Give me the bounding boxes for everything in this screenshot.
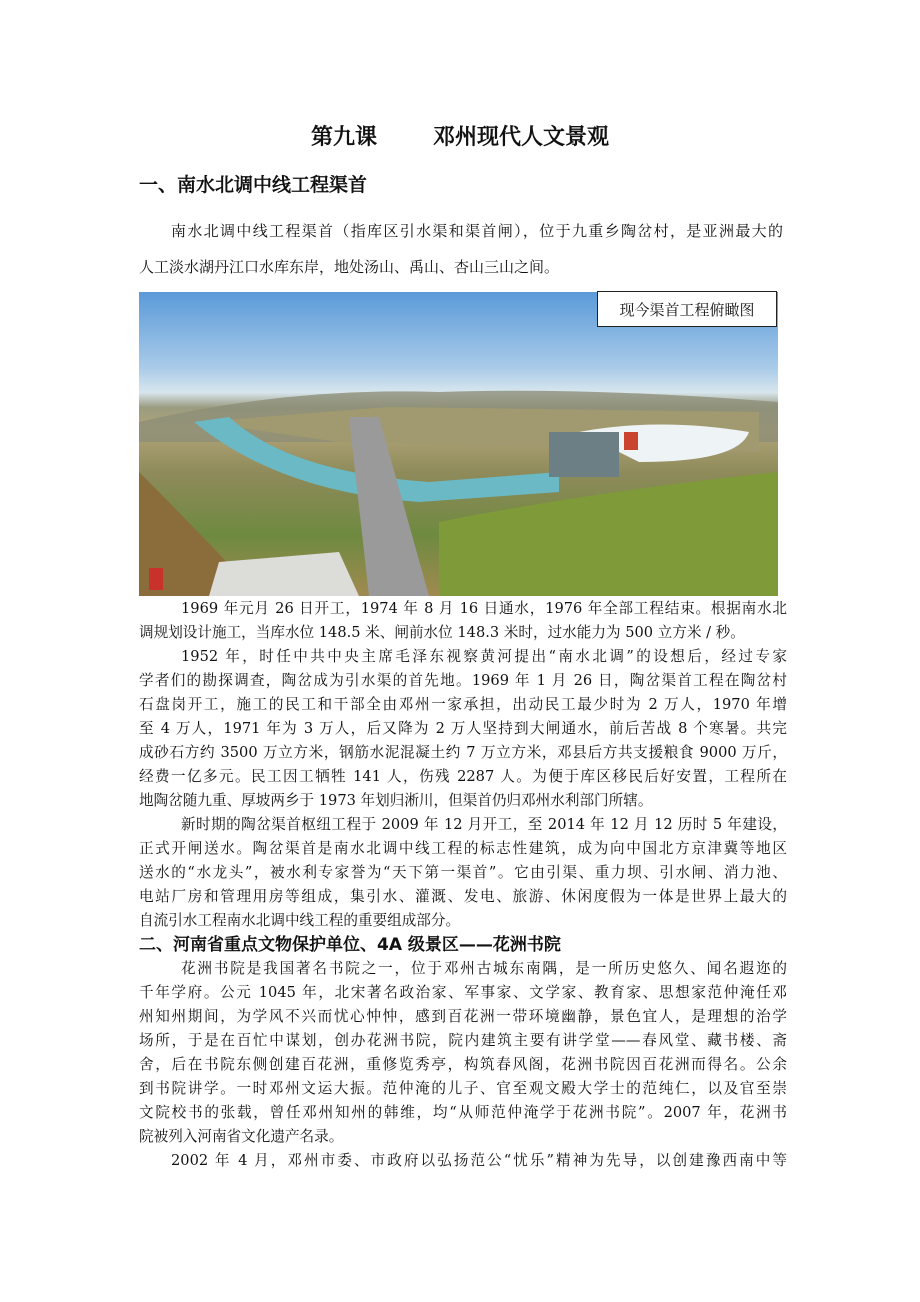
canal-aerial-photo: [139, 292, 778, 596]
text-line: 舍，后在书院东侧创建百花洲，重修览秀亭，构筑春风阁，花洲书院因百花洲而得名。公余: [139, 1056, 787, 1073]
lesson-name: 邓州现代人文景观: [433, 125, 610, 150]
text-line: 至 4 万人，1971 年为 3 万人，后又降为 2 万人坚持到大闸通水，前后苦战 8 个寒暑。共完: [139, 720, 787, 737]
text-line: 石盘岗开工，施工的民工和干部全由邓州一家承担，出动民工最少时为 2 万人，1970 年增: [139, 696, 787, 713]
lesson-number: 第九课: [310, 125, 377, 150]
text-line: 1952 年，时任中共中央主席毛泽东视察黄河提出“南水北调”的设想后，经过专家: [181, 648, 787, 665]
intro-paragraph: [139, 218, 783, 290]
text-line: 电站厂房和管理用房等组成，集引水、灌溉、发电、旅游、休闲度假为一体是世界上最大的: [139, 888, 787, 905]
text-line: 学者们的勘探调查，陶岔成为引水渠的首先地。1969 年 1 月 26 日，陶岔渠首工程在陶岔村: [139, 672, 787, 689]
text-line: 正式开闸送水。陶岔渠首是南水北调中线工程的标志性建筑，成为向中国北方京津冀等地区: [139, 840, 787, 857]
text-line: 送水的“水龙头”，被水利专家誉为“天下第一渠首”。它由引渠、重力坝、引水闸、消力池、: [139, 864, 787, 881]
text-line: 花洲书院是我国著名书院之一，位于邓州古城东南隅，是一所历史悠久、闻名遐迩的: [181, 960, 787, 977]
text-line: 南水北调中线工程渠首（指库区引水渠和渠首闸），位于九重乡陶岔村，是亚洲最大的: [171, 222, 783, 240]
text-line: 成砂石方约 3500 万立方米，钢筋水泥混凝土约 7 万立方米，邓县后方共支援粮食 9000 万斤，: [139, 744, 787, 761]
text-line: 调规划设计施工，当库水位 148.5 米、闸前水位 148.3 米时，过水能力为 500 立方米 / 秒。: [139, 624, 745, 641]
text-line: 1969 年元月 26 日开工，1974 年 8 月 16 日通水，1976 年全部工程结束。根据南水北: [181, 600, 787, 617]
section-heading-1: 一、南水北调中线工程渠首: [139, 174, 368, 196]
text-line: 院被列入河南省文化遗产名录。: [139, 1128, 344, 1145]
text-line: 人工淡水湖丹江口水库东岸，地处汤山、禹山、杏山三山之间。: [139, 258, 560, 276]
section-heading-2: 二、河南省重点文物保护单位、4A 级景区——花洲书院: [139, 935, 561, 955]
text-line: 2002 年 4 月，邓州市委、市政府以弘扬范公“忧乐”精神为先导，以创建豫西南中等: [171, 1152, 787, 1169]
text-line: 到书院讲学。一时邓州文运大振。范仲淹的儿子、官至观文殿大学士的范纯仁，以及官至崇: [139, 1080, 787, 1097]
text-line: 千年学府。公元 1045 年，北宋著名政治家、军事家、文学家、教育家、思想家范仲淹任邓: [139, 984, 787, 1001]
text-line: 州知州期间，为学风不兴而忧心忡忡，感到百花洲一带环境幽静，景色宜人，是理想的治学: [139, 1008, 787, 1025]
text-line: 自流引水工程南水北调中线工程的重要组成部分。: [139, 912, 461, 929]
page-title: [0, 120, 920, 151]
text-line: 经费一亿多元。民工因工牺牲 141 人，伤残 2287 人。为便于库区移民后好安置，工程所在: [139, 768, 787, 785]
document-body: [139, 597, 787, 1173]
text-line: 文院校书的张载，曾任邓州知州的韩维，均“从师范仲淹学于花洲书院”。2007 年，花洲书: [139, 1104, 787, 1121]
text-line: 场所，于是在百忙中谋划，创办花洲书院，院内建筑主要有讲学堂——春风堂、藏书楼、斋: [139, 1032, 787, 1049]
photo-illustration: [139, 292, 778, 596]
text-line: 新时期的陶岔渠首枢纽工程于 2009 年 12 月开工，至 2014 年 12 月 12 历时 5 年建设，: [181, 816, 787, 833]
image-caption: 现今渠首工程俯瞰图: [597, 291, 777, 327]
text-line: 地陶岔随九重、厚坡两乡于 1973 年划归淅川，但渠首仍归邓州水利部门所辖。: [139, 792, 653, 809]
